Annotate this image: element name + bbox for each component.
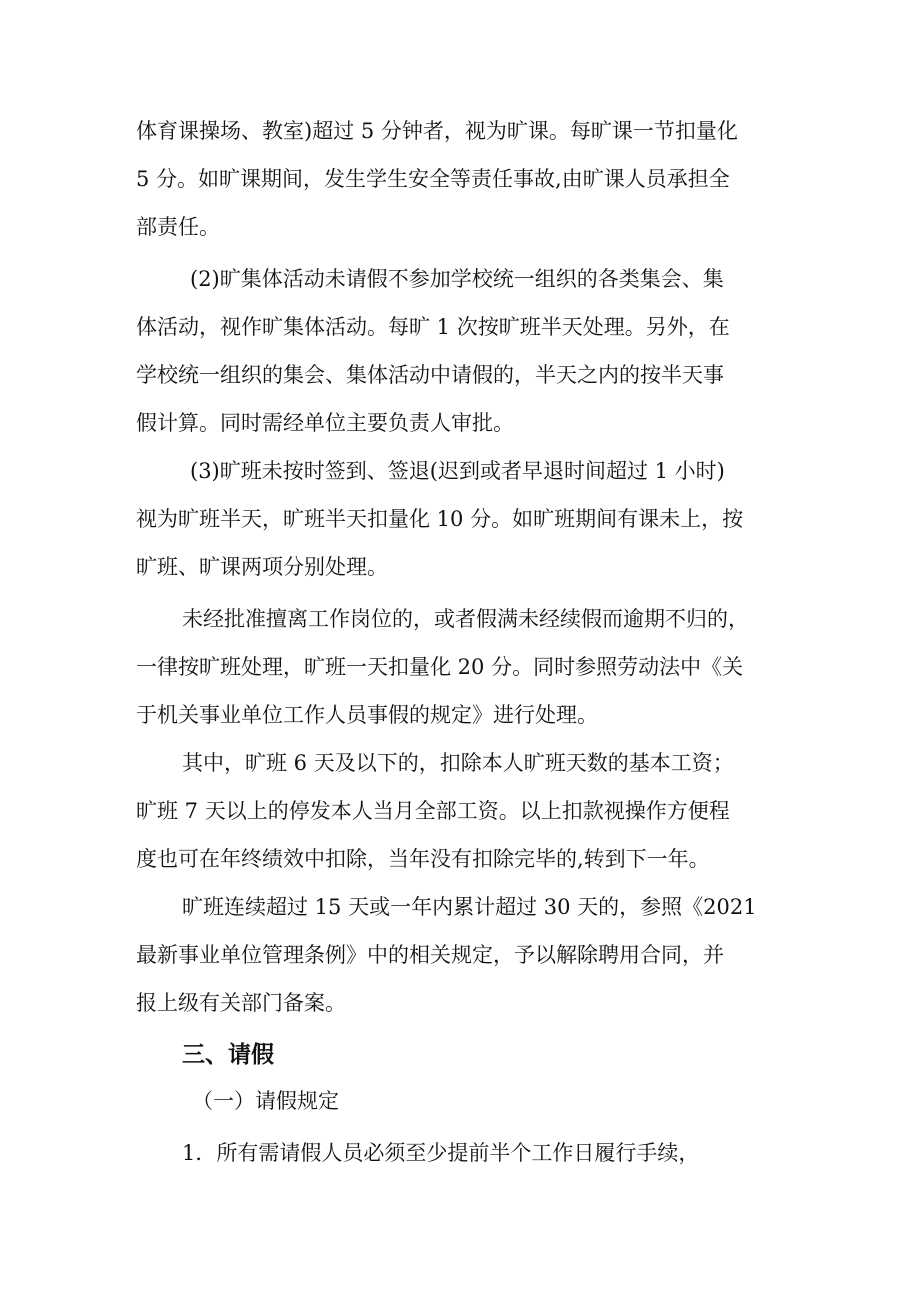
paragraph-2-line-3: 学校统一组织的集会、集体活动中请假的，半天之内的按半天事 — [136, 363, 724, 387]
paragraph-3-line-3: 旷班、旷课两项分别处理。 — [136, 555, 388, 579]
paragraph-3-line-2: 视为旷班半天，旷班半天扣量化 10 分。如旷班期间有课未上，按 — [136, 507, 744, 531]
paragraph-6-line-1: 旷班连续超过 15 天或一年内累计超过 30 天的，参照《2021 — [182, 895, 757, 919]
paragraph-4-line-2: 一律按旷班处理，旷班一天扣量化 20 分。同时参照劳动法中《关 — [136, 655, 744, 679]
paragraph-5-line-3: 度也可在年终绩效中扣除，当年没有扣除完毕的,转到下一年。 — [136, 847, 710, 871]
paragraph-5-line-2: 旷班 7 天以上的停发本人当月全部工资。以上扣款视操作方便程 — [136, 799, 730, 823]
paragraph-1-line-1: 体育课操场、教室)超过 5 分钟者，视为旷课。每旷课一节扣量化 — [136, 119, 738, 143]
paragraph-1-line-3: 部责任。 — [136, 215, 220, 239]
paragraph-6-line-2: 最新事业单位管理条例》中的相关规定，予以解除聘用合同，并 — [136, 943, 724, 967]
paragraph-4-line-3: 于机关事业单位工作人员事假的规定》进行处理。 — [136, 703, 598, 727]
paragraph-5-line-1: 其中，旷班 6 天及以下的，扣除本人旷班天数的基本工资； — [182, 751, 734, 775]
paragraph-6-line-3: 报上级有关部门备案。 — [136, 991, 346, 1015]
paragraph-3-line-1: (3)旷班未按时签到、签退(迟到或者早退时间超过 1 小时) — [190, 459, 725, 483]
paragraph-4-line-1: 未经批准擅离工作岗位的，或者假满未经续假而逾期不归的， — [182, 607, 749, 631]
subsection-heading: （一）请假规定 — [192, 1089, 339, 1113]
paragraph-2-line-4: 假计算。同时需经单位主要负责人审批。 — [136, 411, 514, 435]
paragraph-2-line-1: (2)旷集体活动未请假不参加学校统一组织的各类集会、集 — [190, 267, 724, 291]
paragraph-1-line-2: 5 分。如旷课期间，发生学生安全等责任事故,由旷课人员承担全 — [136, 167, 730, 191]
paragraph-2-line-2: 体活动，视作旷集体活动。每旷 1 次按旷班半天处理。另外，在 — [136, 315, 730, 339]
section-heading: 三、请假 — [182, 1042, 274, 1068]
list-item-1: 1．所有需请假人员必须至少提前半个工作日履行手续， — [182, 1141, 700, 1165]
